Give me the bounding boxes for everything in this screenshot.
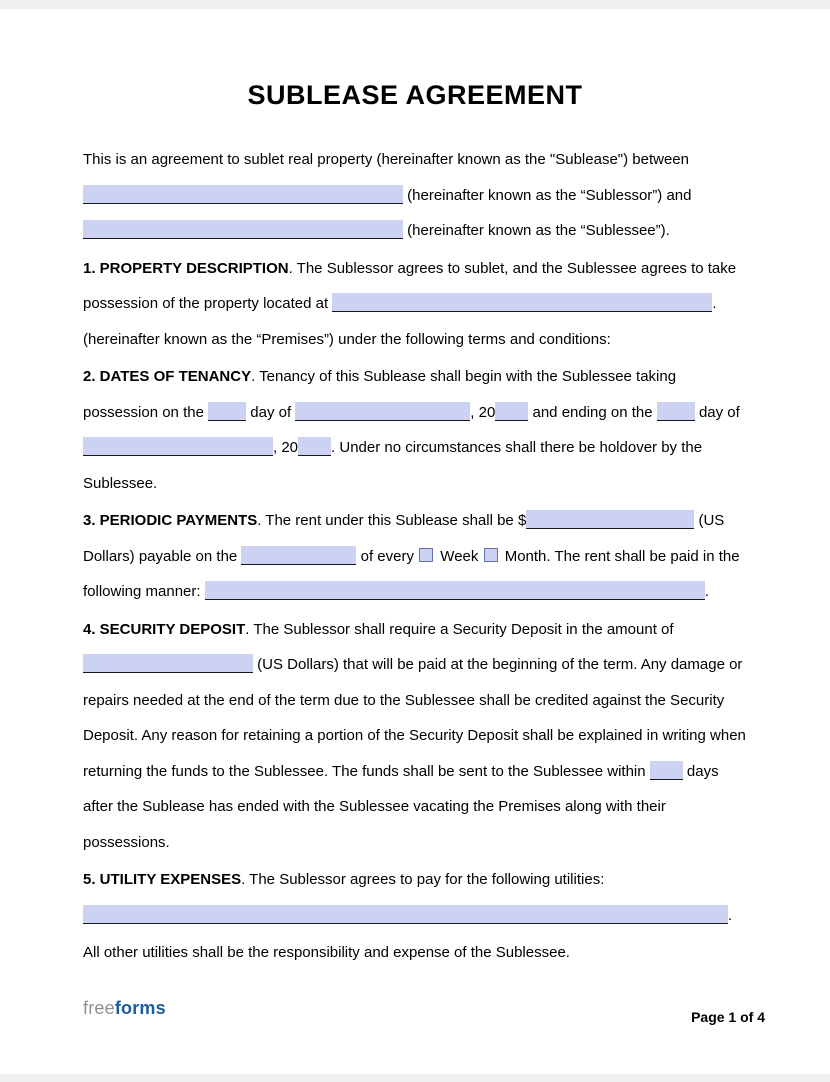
deposit-amount-field[interactable]	[83, 654, 253, 673]
text-run: , 20	[273, 439, 299, 456]
section-heading: 1. PROPERTY DESCRIPTION	[83, 259, 289, 277]
text-run: (hereinafter known as the “Sublessor”) and	[403, 186, 692, 204]
text-run: day of	[246, 403, 296, 421]
end-year-field[interactable]	[298, 437, 331, 456]
text-run: (US Dollars) payable on the	[83, 512, 725, 565]
payment-day-field[interactable]	[241, 546, 356, 565]
section-heading: 2. DATES OF TENANCY	[83, 368, 252, 385]
start-year-field[interactable]	[495, 402, 528, 421]
week-checkbox[interactable]	[419, 548, 433, 562]
payment-manner-field[interactable]	[205, 581, 705, 600]
text-run: Month. The rent shall be paid in the following manner:	[83, 547, 740, 600]
page-footer	[83, 998, 765, 1025]
month-checkbox[interactable]	[484, 548, 498, 562]
text-run: . The rent under this Sublease shall be $	[257, 512, 527, 529]
text-run: . Tenancy of this Sublease shall begin with the Sublessee taking possession on the	[83, 368, 677, 421]
paragraph-security-deposit	[83, 612, 747, 861]
page-number: Page 1 of 4	[691, 1009, 765, 1025]
document-body	[83, 142, 747, 973]
paragraph-property-description	[83, 251, 747, 358]
start-day-field[interactable]	[208, 402, 246, 421]
return-days-field[interactable]	[650, 761, 683, 780]
section-heading: 4. SECURITY DEPOSIT	[83, 620, 246, 638]
document-title: SUBLEASE AGREEMENT	[247, 80, 583, 110]
paragraph-periodic-payments	[83, 503, 747, 610]
section-heading: 5. UTILITY EXPENSES	[83, 871, 242, 888]
text-run: All other utilities shall be the responsibility and expense of the Sublessee.	[83, 944, 570, 961]
text-run: . The Sublessor agrees to pay for the following utilities:	[241, 871, 605, 888]
text-run: .	[704, 583, 709, 600]
text-run: . (hereinafter known as the “Premises”) under the following terms and conditions:	[83, 295, 717, 348]
text-run: Week	[436, 547, 483, 565]
text-run: of every	[356, 547, 419, 565]
freeforms-logo	[83, 998, 166, 1019]
section-heading: 3. PERIODIC PAYMENTS	[83, 512, 258, 529]
logo-free-text: free	[83, 998, 115, 1018]
text-run: . The Sublessor shall require a Security Deposit in the amount of	[245, 620, 674, 638]
end-month-field[interactable]	[83, 437, 273, 456]
paragraph-dates-of-tenancy	[83, 359, 747, 501]
text-run: .	[728, 906, 733, 924]
viewer-edge-top	[0, 0, 830, 9]
end-day-field[interactable]	[657, 402, 695, 421]
text-run: This is an agreement to sublet real property (hereinafter known as the "Sublease") between	[83, 151, 689, 168]
text-run: days after the Sublease has ended with the Sublessee vacating the Premises along with their possessions.	[83, 762, 719, 851]
paragraph-utilities-note	[83, 935, 747, 971]
text-run: (US Dollars) that will be paid at the beginning of the term. Any damage or repairs needed at the end of the term due to the Sublessee shall be credited against the Security Deposit. Any reason for retaining a portion of the Security Deposit shall be explained in writing when returning the funds to the Sublessee. The funds shall be sent to the Sublessee within	[83, 656, 746, 780]
viewer-edge-bottom	[0, 1074, 830, 1082]
paragraph-intro	[83, 142, 747, 249]
text-run: and ending on the	[528, 403, 657, 421]
text-run: . Under no circumstances shall there be holdover by the Sublessee.	[83, 439, 703, 492]
rent-amount-field[interactable]	[526, 510, 694, 529]
text-run: . The Sublessor agrees to sublet, and the Sublessee agrees to take possession of the property located at	[83, 259, 737, 312]
start-month-field[interactable]	[295, 402, 470, 421]
property-address-field[interactable]	[332, 293, 712, 312]
logo-forms-text: forms	[114, 998, 166, 1018]
text-run: day of	[694, 403, 740, 421]
sublessor-name-field[interactable]	[83, 185, 403, 204]
text-run: , 20	[470, 403, 496, 421]
utilities-field[interactable]	[83, 905, 728, 924]
text-run: (hereinafter known as the “Sublessee”).	[403, 222, 670, 239]
sublessee-name-field[interactable]	[83, 220, 403, 239]
paragraph-utility-expenses	[83, 862, 747, 933]
